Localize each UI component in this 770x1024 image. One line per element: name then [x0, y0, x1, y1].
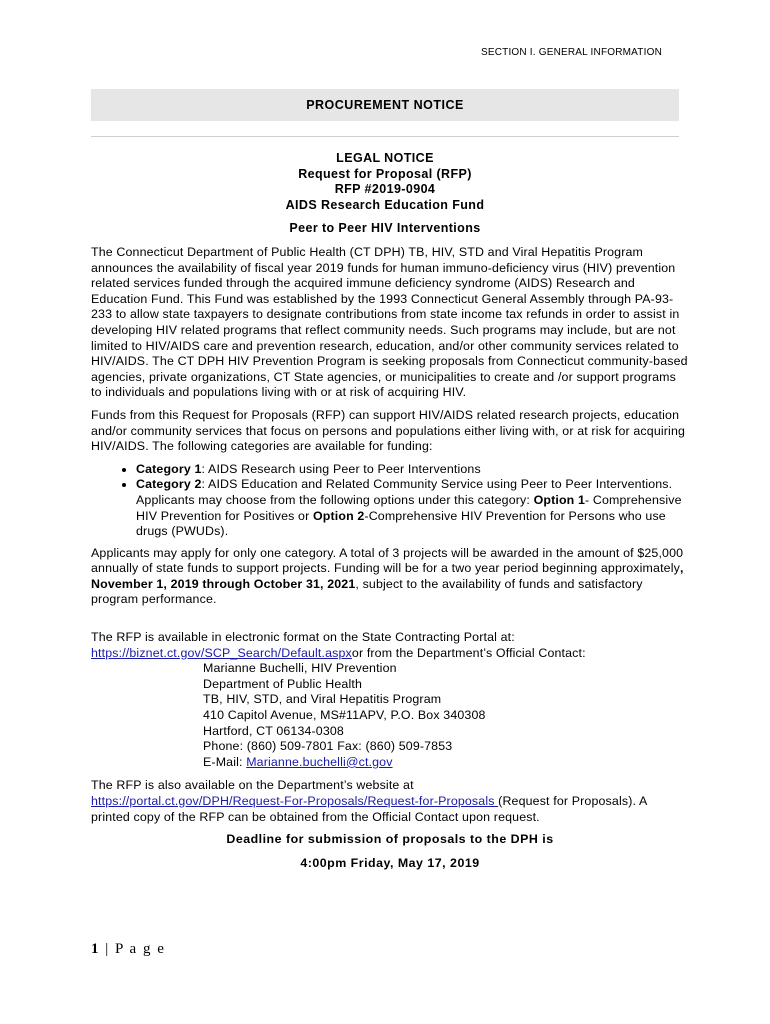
- contact-program: TB, HIV, STD, and Viral Hepatitis Program: [203, 692, 442, 707]
- list-item: [136, 462, 689, 478]
- banner-title: PROCUREMENT NOTICE: [306, 98, 464, 112]
- contact-address: 410 Capitol Avenue, MS#11APV, P.O. Box 340308: [203, 708, 486, 723]
- official-contact: [91, 661, 689, 770]
- contact-phone: Phone: (860) 509-7801 Fax: (860) 509-7853: [203, 739, 453, 754]
- notice-titles: [91, 151, 679, 237]
- rfp-number: RFP #2019-0904: [334, 182, 436, 197]
- contact-name: Marianne Buchelli, HIV Prevention: [203, 661, 397, 676]
- category-1-label: Category 1: [136, 461, 202, 476]
- contact-city: Hartford, CT 06134-0308: [203, 723, 344, 738]
- email-label: E-Mail:: [203, 754, 247, 769]
- notice-body: [91, 245, 689, 879]
- award-period: , November 1, 2019 through October 31, 2021: [91, 561, 684, 591]
- category-list: [91, 462, 689, 540]
- option-2-text: -Comprehensive HIV Prevention for Persons who use drugs (PWUDs).: [136, 508, 666, 539]
- biznet-link[interactable]: https://biznet.ct.gov/SCP_Search/Default.aspx: [91, 645, 352, 660]
- category-2-label: Category 2: [136, 477, 202, 492]
- list-item: [136, 477, 689, 539]
- availability-after: or from the Department’s Official Contact:: [351, 645, 586, 660]
- website-intro: The RFP is also available on the Department’s website at: [91, 778, 414, 793]
- category-2-text: : AIDS Education and Related Community Service using Peer to Peer Interventions. Applicants may choose from the following options under this category:: [136, 477, 673, 507]
- website-after: (Request for Proposals). A printed copy of the RFP can be obtained from the Official Contact upon request.: [91, 794, 647, 824]
- procurement-notice-banner: [91, 89, 679, 121]
- fund-name: AIDS Research Education Fund: [285, 197, 485, 212]
- divider: [91, 136, 679, 137]
- website-paragraph: [91, 778, 689, 825]
- deadline-line-2: 4:00pm Friday, May 17, 2019: [300, 855, 480, 870]
- option-1-label: Option 1: [533, 492, 586, 507]
- deadline: [91, 832, 689, 871]
- email-link[interactable]: Marianne.buchelli@ct.gov: [246, 754, 393, 769]
- portal-link[interactable]: https://portal.ct.gov/DPH/Request-For-Proposals/Request-for-Proposals: [91, 794, 499, 808]
- page-footer: [91, 941, 165, 958]
- deadline-line-1: Deadline for submission of proposals to the DPH is: [226, 832, 554, 847]
- intro-paragraph: The Connecticut Department of Public Health (CT DPH) TB, HIV, STD and Viral Hepatitis Program announces the availability of fiscal year 2019 funds for human immuno-deficiency virus (HIV) prevention related services funded through the acquired immune deficiency syndrome (AIDS) Research and Education Fund. This Fund was established by the 1993 Connecticut General Assembly through PA-93-233 to allow state taxpayers to designate contributions from state income tax refunds in order to assist in developing HIV related programs that reflect community needs. Such programs may include, but are not limited to HIV/AIDS care and prevention research, education, and/or other community services related to HIV/AIDS. The CT DPH HIV Prevention Program is seeking proposals from Connecticut community-based agencies, private organizations, CT State agencies, or municipalities to create and /or support programs to individuals and populations living with or at risk of acquiring HIV.: [91, 245, 688, 400]
- option-2-label: Option 2: [312, 508, 365, 523]
- availability-intro: The RFP is available in electronic format on the State Contracting Portal at:: [91, 630, 515, 645]
- legal-notice-title: LEGAL NOTICE: [336, 151, 434, 165]
- option-1-text: - Comprehensive HIV Prevention for Positives or: [136, 492, 682, 523]
- page-label: | P a g e: [100, 941, 166, 957]
- funds-paragraph: Funds from this Request for Proposals (RFP) can support HIV/AIDS related research projects, education and/or community services that focus on persons and populations either living with, or at risk for acquiring HIV/AIDS. The following categories are available for funding:: [91, 407, 686, 454]
- category-1-text: : AIDS Research using Peer to Peer Interventions: [201, 461, 481, 476]
- award-text-end: , subject to the availability of funds and satisfactory program performance.: [91, 576, 643, 607]
- program-subtitle: Peer to Peer HIV Interventions: [289, 221, 481, 236]
- contact-email-line: [203, 755, 689, 771]
- award-paragraph: [91, 546, 689, 608]
- availability-paragraph: [91, 630, 689, 661]
- award-text: Applicants may apply for only one category. A total of 3 projects will be awarded in the amount of $25,000 annually of state funds to support projects. Funding will be for a two year period beginning approximately: [91, 545, 684, 576]
- rfp-title: Request for Proposal (RFP): [298, 166, 472, 181]
- section-header: SECTION I. GENERAL INFORMATION: [480, 47, 662, 58]
- page-number: 1: [91, 941, 100, 957]
- contact-dept: Department of Public Health: [203, 676, 363, 691]
